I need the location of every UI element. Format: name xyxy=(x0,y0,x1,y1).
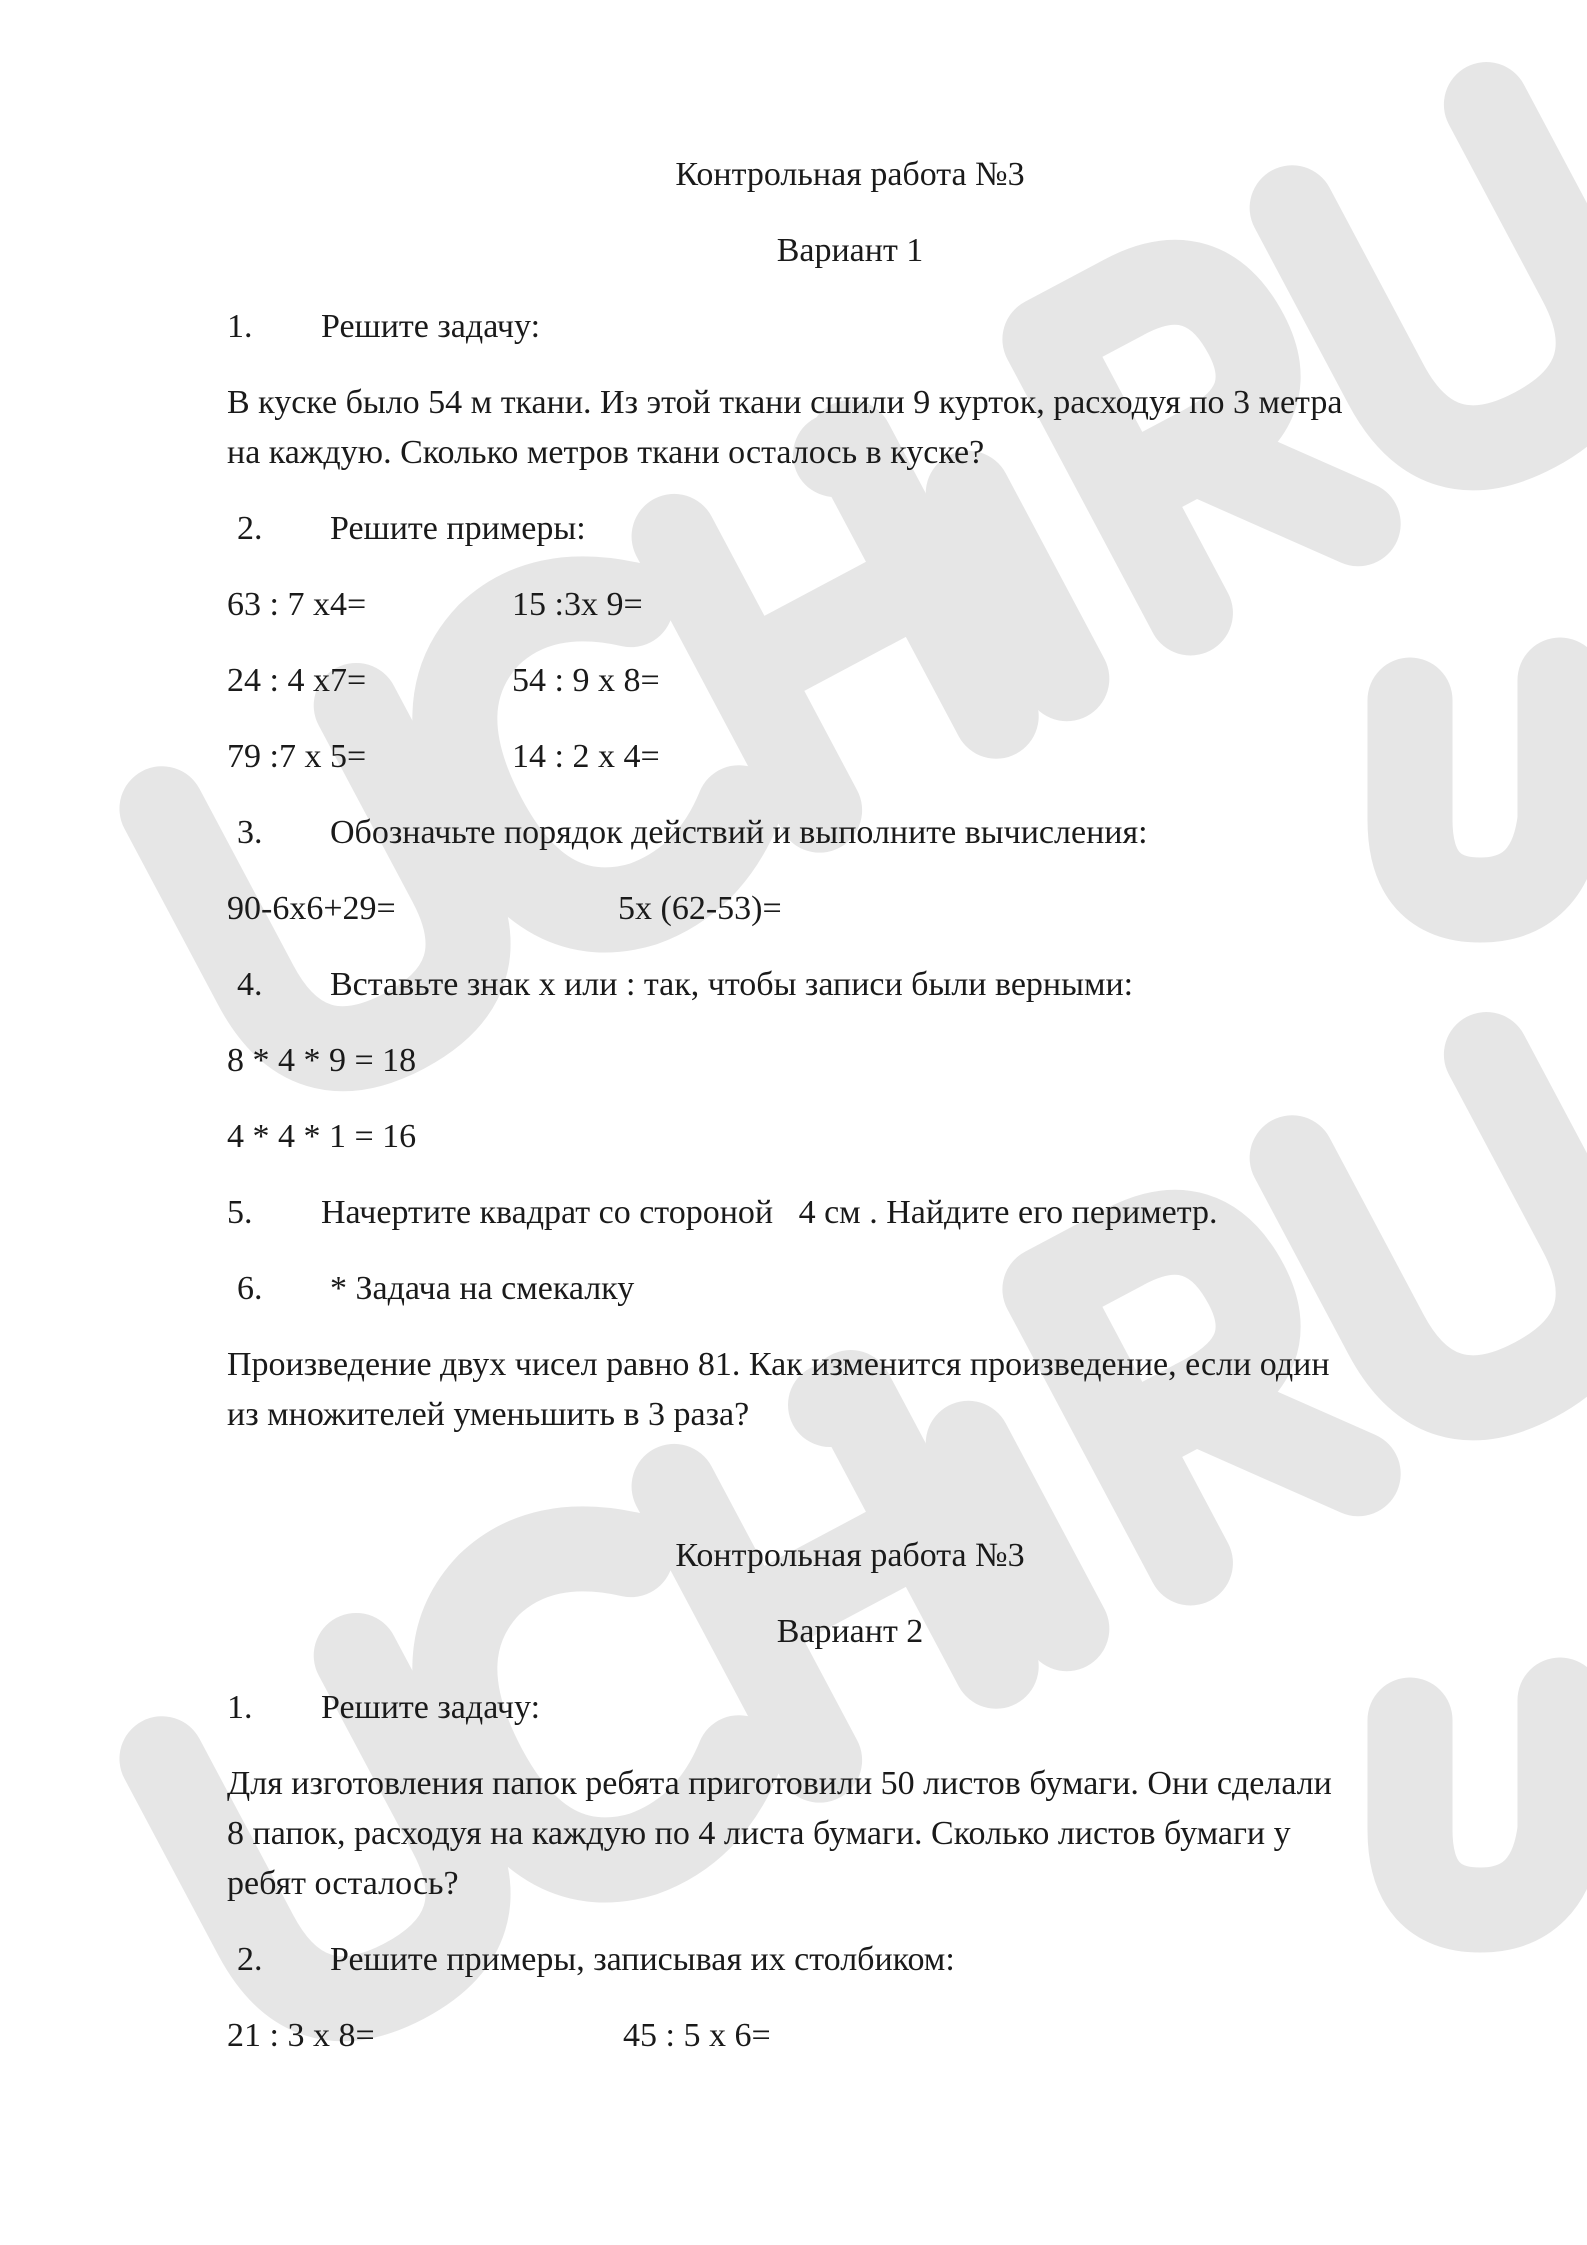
task-text-line: ребят осталось? xyxy=(227,1865,459,1902)
task-label: Решите задачу: xyxy=(321,308,541,345)
variant2-subtitle: Вариант 2 xyxy=(776,1613,924,1650)
example-left: 24 : 4 х7= xyxy=(227,662,367,699)
task-number: 6. xyxy=(237,1270,263,1307)
example-left: 21 : 3 х 8= xyxy=(227,2017,375,2054)
example-left: 63 : 7 х4= xyxy=(227,586,367,623)
task-number: 2. xyxy=(237,510,263,547)
task-label: Решите задачу: xyxy=(321,1689,541,1726)
task-number: 4. xyxy=(237,966,263,1003)
task-number: 5. xyxy=(227,1194,253,1231)
example-right: 15 :3х 9= xyxy=(512,586,643,623)
task-text-line: В куске было 54 м ткани. Из этой ткани сшили 9 курток, расходуя по 3 метра xyxy=(227,384,1343,421)
task-number: 1. xyxy=(227,308,253,345)
variant1-subtitle: Вариант 1 xyxy=(776,232,924,269)
task-label: Обозначьте порядок действий и выполните вычисления: xyxy=(330,814,1148,851)
example-right: 54 : 9 х 8= xyxy=(512,662,660,699)
task-label: Решите примеры: xyxy=(330,510,586,547)
task-number: 2. xyxy=(237,1941,263,1978)
equation-line: 4 * 4 * 1 = 16 xyxy=(227,1118,417,1155)
task-label: Начертите квадрат со стороной 4 см . Найдите его периметр. xyxy=(321,1194,1218,1231)
variant2-title: Контрольная работа №3 xyxy=(675,1537,1025,1574)
expression-left: 90-6х6+29= xyxy=(227,890,396,927)
task-number: 1. xyxy=(227,1689,253,1726)
example-left: 79 :7 х 5= xyxy=(227,738,367,775)
task-text-line: из множителей уменьшить в 3 раза? xyxy=(227,1396,750,1433)
example-right: 45 : 5 х 6= xyxy=(623,2017,771,2054)
equation-line: 8 * 4 * 9 = 18 xyxy=(227,1042,417,1079)
task-label: Вставьте знак х или : так, чтобы записи были верными: xyxy=(330,966,1134,1003)
task-label: * Задача на смекалку xyxy=(330,1270,635,1307)
task-text-line: 8 папок, расходуя на каждую по 4 листа бумаги. Сколько листов бумаги у xyxy=(227,1815,1291,1852)
task-text-line: Произведение двух чисел равно 81. Как изменится произведение, если один xyxy=(227,1346,1330,1383)
expression-right: 5х (62-53)= xyxy=(618,890,782,927)
variant1-title: Контрольная работа №3 xyxy=(675,156,1025,193)
task-label: Решите примеры, записывая их столбиком: xyxy=(330,1941,955,1978)
task-text-line: Для изготовления папок ребята приготовили 50 листов бумаги. Они сделали xyxy=(227,1765,1332,1802)
task-number: 3. xyxy=(237,814,263,851)
example-right: 14 : 2 х 4= xyxy=(512,738,660,775)
task-text-line: на каждую. Сколько метров ткани осталось в куске? xyxy=(227,434,985,471)
